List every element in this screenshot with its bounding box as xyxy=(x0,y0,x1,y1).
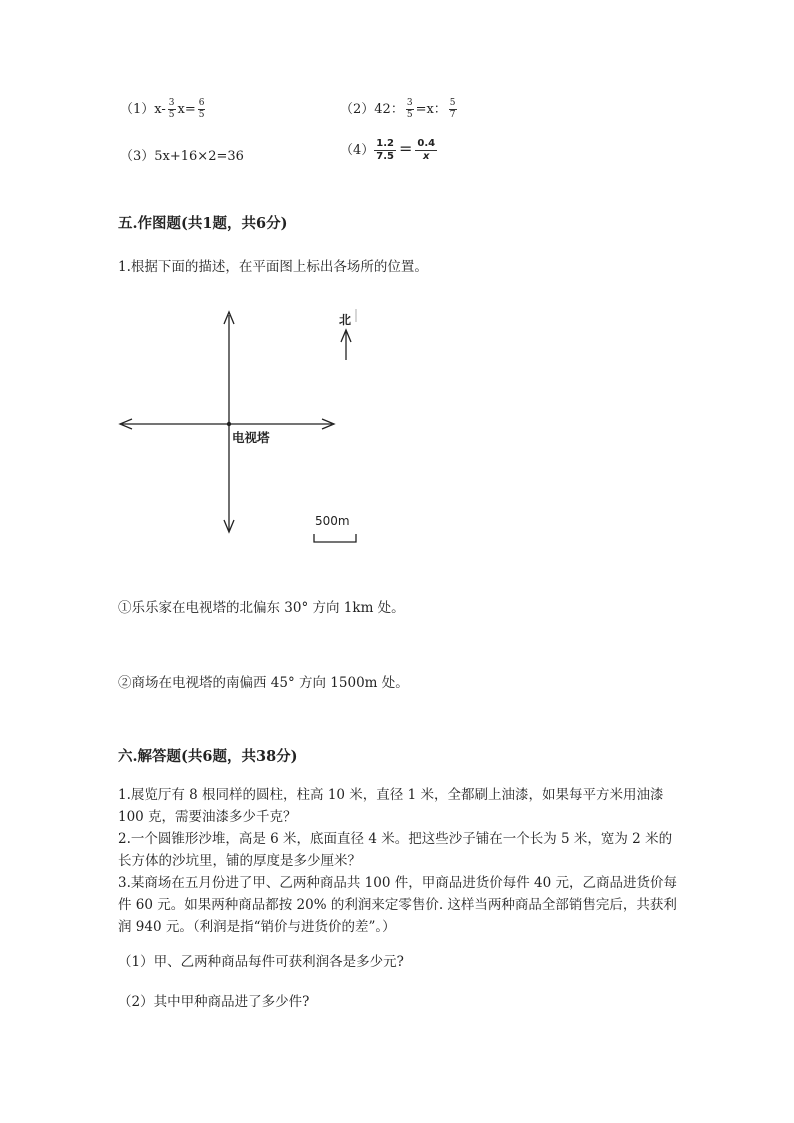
question-3: 3.某商场在五月份进了甲、乙两种商品共 100 件，甲商品进货价每件 40 元，乙商品进货价每件 60 元。如果两种商品都按 20% 的利润来定零售价. 这样当两种商品全部销售完后，共获利润 940 元。（利润是指“销价与进货价的差”。） xyxy=(118,875,677,935)
equation-2: （2）42： $\frac{3}{5}$ =x： $\frac{5}{7}$ xyxy=(340,98,456,120)
tv-tower-label: 电视塔 xyxy=(232,430,270,445)
equation-1: （1）x- $\frac{3}{5}$ x= $\frac{6}{5}$ xyxy=(120,98,205,120)
section-5-heading: 五.作图题(共1题，共6分) xyxy=(118,215,288,232)
section-5-question: 1.根据下面的描述，在平面图上标出各场所的位置。 xyxy=(118,259,428,275)
question-3-sub-2: （2）其中甲种商品进了多少件? xyxy=(118,994,310,1010)
map-diagram xyxy=(110,300,370,550)
location-item-2: ②商场在电视塔的南偏西 45° 方向 1500m 处。 xyxy=(118,675,409,691)
question-1: 1.展览厅有 8 根同样的圆柱，柱高 10 米，直径 1 米，全都刷上油漆，如果每平方米用油漆 100 克，需要油漆多少千克？ xyxy=(118,787,664,825)
question-2: 2.一个圆锥形沙堆，高是 6 米，底面直径 4 米。把这些沙子铺在一个长为 5 米，宽为 2 米的长方体的沙坑里，铺的厚度是多少厘米？ xyxy=(118,831,673,869)
fraction: $\frac{3}{5}$ xyxy=(168,98,175,120)
north-label: 北 xyxy=(339,313,352,327)
fraction: $\frac{0.4}{x}$ xyxy=(417,138,436,162)
fraction: $\frac{5}{7}$ xyxy=(449,98,456,120)
section-6-heading: 六.解答题(共6题，共38分) xyxy=(118,748,298,765)
equation-4: （4） $\frac{1.2}{7.5}$ = $\frac{0.4}{x}$ xyxy=(340,138,436,162)
question-3-sub-1: （1）甲、乙两种商品每件可获利润各是多少元? xyxy=(118,954,404,970)
fraction: $\frac{3}{5}$ xyxy=(406,98,413,120)
equation-3: （3）5x+16×2=36 xyxy=(120,149,244,164)
tv-tower-point xyxy=(227,422,231,426)
fraction: $\frac{6}{5}$ xyxy=(198,98,205,120)
fraction: $\frac{1.2}{7.5}$ xyxy=(376,138,394,162)
location-item-1: ①乐乐家在电视塔的北偏东 30° 方向 1km 处。 xyxy=(118,600,405,616)
scale-label: 500m xyxy=(315,514,350,528)
scale-bar xyxy=(314,534,356,542)
